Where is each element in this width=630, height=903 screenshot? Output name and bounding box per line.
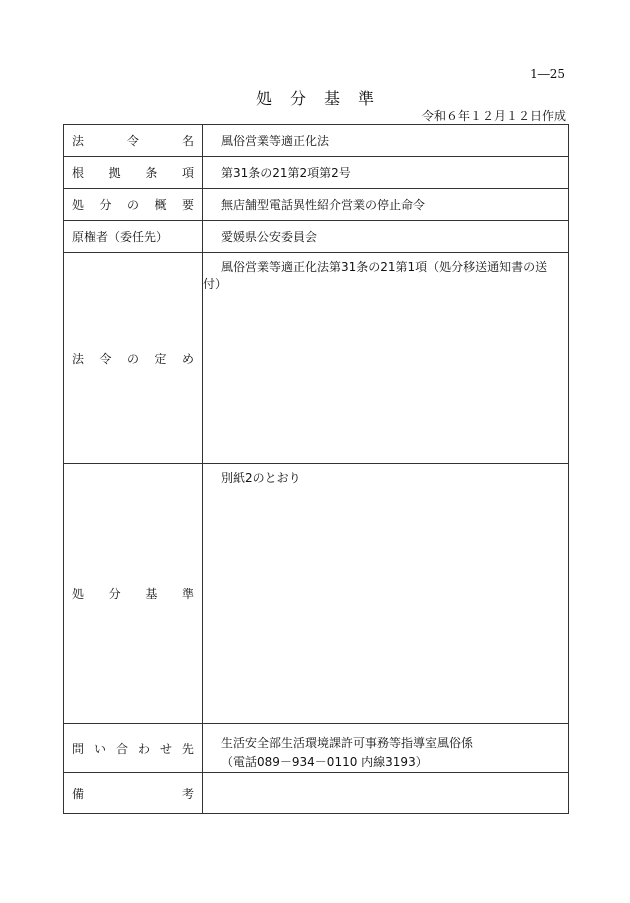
label-char: 拠	[108, 166, 121, 180]
value-cell	[203, 189, 569, 221]
label-char: 処	[72, 198, 85, 212]
contact-phone: （電話089－934－0110 内線3193）	[221, 755, 428, 769]
page-number: 1―25	[530, 67, 565, 81]
value-cell	[203, 724, 569, 773]
label-char: 問	[72, 741, 85, 756]
value-cell	[203, 464, 569, 724]
label-char: 令	[126, 134, 139, 148]
label-char: 条	[145, 166, 158, 180]
label-cell	[64, 189, 203, 221]
label-char: 分	[108, 587, 121, 601]
row-label	[64, 350, 202, 367]
label-char: 概	[154, 198, 167, 212]
row-label: 原権者（委任先）	[72, 230, 169, 244]
label-char: 要	[181, 198, 194, 212]
row-value: 風俗営業等適正化法	[221, 134, 330, 148]
table-row	[64, 189, 569, 221]
row-value: 愛媛県公安委員会	[221, 230, 318, 244]
label-char: め	[181, 351, 194, 366]
label-char: 合	[115, 741, 128, 756]
row-label	[64, 740, 202, 757]
label-cell	[64, 221, 203, 253]
label-char: の	[126, 351, 139, 366]
label-char: 法	[72, 134, 85, 148]
table-row	[64, 157, 569, 189]
value-cell	[203, 221, 569, 253]
label-char: 基	[145, 587, 158, 601]
value-cell	[203, 253, 569, 464]
label-cell	[64, 253, 203, 464]
label-cell	[64, 464, 203, 724]
contact-department: 生活安全部生活環境課許可事務等指導室風俗係	[221, 736, 474, 750]
label-char: の	[126, 198, 139, 212]
label-char: 備	[72, 786, 85, 801]
row-value: 無店舗型電話異性紹介営業の停止命令	[221, 198, 426, 212]
value-cell	[203, 125, 569, 157]
row-label	[64, 164, 202, 181]
row-value: 別紙2のとおり	[221, 471, 301, 485]
row-value: 第31条の21第2項第2号	[221, 166, 351, 180]
table-row	[64, 253, 569, 464]
document-title: 処分基準	[255, 89, 392, 108]
value-cell	[203, 157, 569, 189]
label-char: い	[93, 741, 106, 756]
label-cell	[64, 157, 203, 189]
table-row	[64, 221, 569, 253]
label-char: 先	[181, 741, 194, 756]
value-cell	[203, 773, 569, 814]
label-char: 考	[181, 786, 194, 801]
row-label	[64, 196, 202, 213]
table-row	[64, 125, 569, 157]
label-cell	[64, 773, 203, 814]
row-label	[64, 785, 202, 802]
table-row	[64, 724, 569, 773]
label-char: 法	[72, 351, 85, 366]
table-row	[64, 773, 569, 814]
label-char: 令	[99, 351, 112, 366]
label-char: 分	[99, 198, 112, 212]
label-char: 準	[181, 587, 194, 601]
label-char: 根	[72, 166, 85, 180]
date-created: 令和６年１２月１２日作成	[421, 109, 566, 123]
contact-info	[203, 730, 568, 772]
label-cell	[64, 724, 203, 773]
row-value: 風俗営業等適正化法第31条の21第1項（処分移送通知書の送付）	[203, 260, 548, 291]
label-char: 定	[154, 351, 167, 366]
row-label	[64, 585, 202, 602]
label-char: せ	[159, 741, 172, 756]
label-char: 処	[72, 587, 85, 601]
disposition-standard-table	[63, 124, 569, 814]
label-char: 項	[181, 166, 194, 180]
label-cell	[64, 125, 203, 157]
table-row	[64, 464, 569, 724]
label-char: 名	[181, 134, 194, 148]
row-label	[64, 132, 202, 149]
label-char: わ	[137, 741, 150, 756]
